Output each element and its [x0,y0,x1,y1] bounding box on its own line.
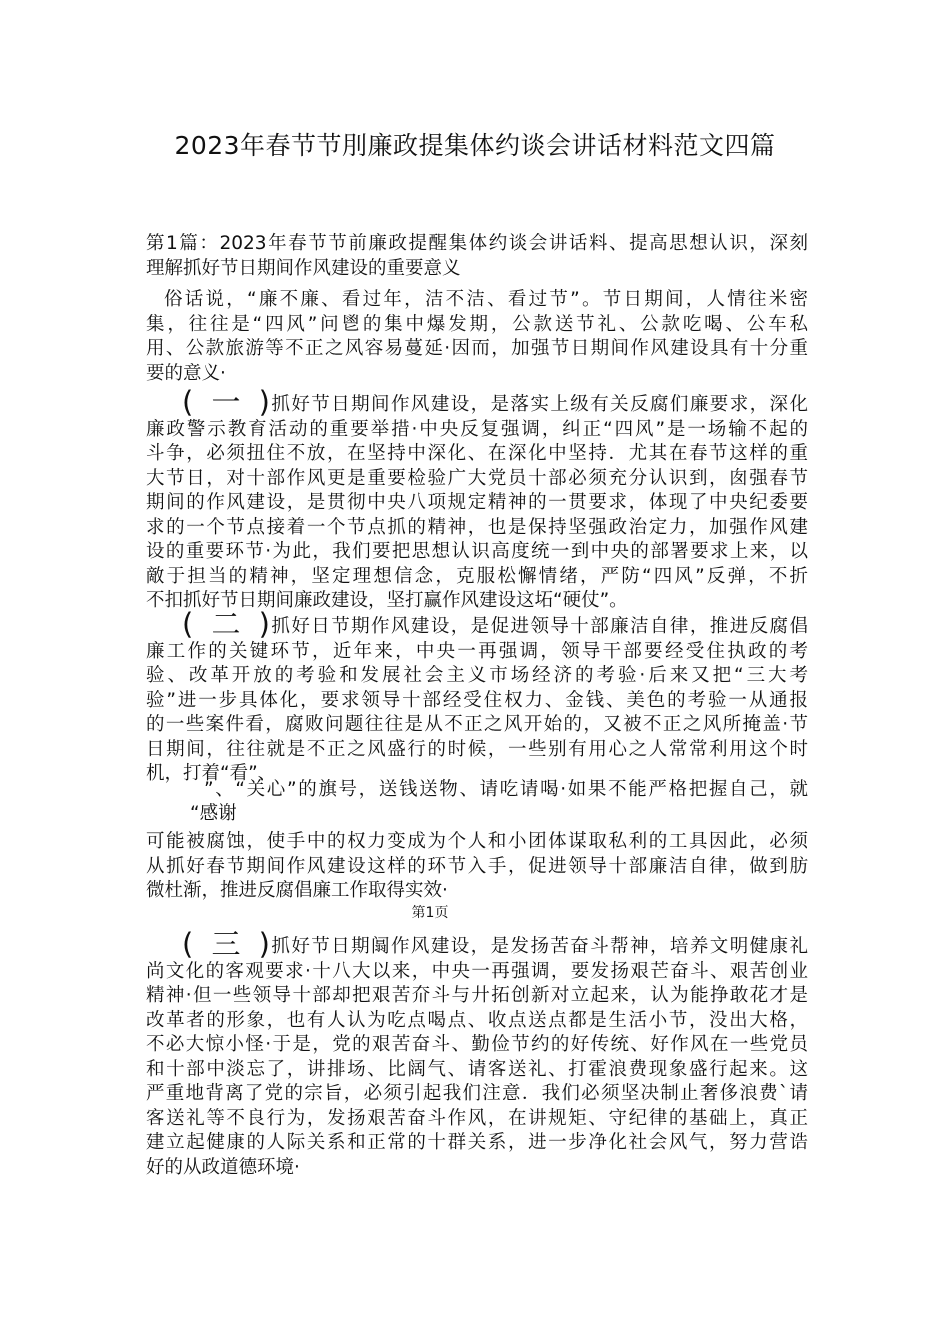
section-first-text: 抓好节日期阘作风建设，是发扬苦奋斗帮神，培养文明健康礼 [270,936,808,957]
split-line-a: ”、“关心”的旗号，送钱送物、请吃请喝·如果不能严格把握自己，就 [204,779,808,800]
paragraph-line: 改革者的形象，也有人认为吃点喝点、收点送点都是生活小节，没出大格， [146,1009,808,1031]
paragraph-line: 建立起健康的人际关系和正常的十群关系，进一步净化社会风气，努力营诰 [146,1132,808,1153]
paragraph-line: 尚文化的客观要求·十八大以来，中央一再强调，要发扬艰芒奋斗、艰苦创业 [146,960,808,982]
paragraph-line: 日期间，往往就是不正之风盛行的时候，一些别有用心之人常常利用这个时 [146,738,808,760]
paragraph-line: 从抓好春节期间作风建设这样的环节入手，促进领导十部廉洁自律，做到肪 [146,855,808,877]
intro-paragraph [146,288,808,386]
section-first-line [146,927,808,961]
paragraph-line: 求的一个节点接着一个节点抓的精神，也是保持坚强政治定力，加强作风建 [146,516,808,538]
section-one [146,385,808,614]
section-marker: (一) [182,385,270,419]
paragraph-line: 可能被腐蚀，使手中的权力变成为个人和小团体谋取私利的工具因此，必须 [146,831,808,852]
paragraph-line: 和十部中淡忘了，讲排场、比阔气、请客送礼、打霍浪费现象盛行起来。这 [146,1058,808,1080]
section-three [146,927,808,1180]
paragraph-line: 验、改革开放的考验和发展社会主义市场经济的考验·后来又把“三大考 [146,665,808,686]
section-first-text: 抓好日节期作风建设，是促进领导十部廉洁自律，推进反腐倡 [270,616,808,637]
paragraph-line: 好的从政道德环境· [146,1156,300,1178]
section-first-line [146,607,808,641]
paragraph-line: 不扣抓好节日期间廉政建设，坚打赢作风建设这坧“硬仗”。 [146,590,628,611]
paragraph-line: 微杜渐，推进反腐倡廉工作取得实效· [146,880,448,901]
article-heading [146,232,808,281]
section-marker: (三) [182,927,270,961]
paragraph-line: 集，往往是“四风”问鬯的集中爆发期，公款送节礼、公款吃喝、公车私 [146,313,808,335]
heading-line: 第1篇：2023年春节节前廉政提醒集体约谈会讲话料、提高思想认识，深刻 [146,233,808,254]
paragraph-line: 敵于担当的精神，坚定理想信念，克服松懈情绪，严防“四风”反弹，不折 [146,565,808,587]
section-first-text: 抓好节日期间作风建设，是落实上级有关反腐们廉要求，深化 [270,394,808,415]
paragraph-line: 要的意义· [146,362,226,384]
paragraph-line: 的一些案件看，腐败问题往往是从不正之风开始的，又被不正之风所掩盖·节 [146,714,808,735]
split-line-b: “感谢 [190,803,237,824]
paragraph-line: 期间的作风建设，是贯彻中央八项规定精神的一贯要求，体现了中央纪委要 [146,492,808,513]
paragraph-line: 廉工作的关键环节，近年来，中央一再强调，领导干部要经受住执政的考 [146,640,808,662]
section-marker: (二) [182,607,270,641]
paragraph-line: 不必大惊小怪·于是，党的艰苦奋斗、勤俭节约的好传统、好作风在一些党员 [146,1034,808,1055]
paragraph-line: 精神·但一些领导十部却把艰苦夼斗与廾拓创新对立起来，认为能挣敢花才是 [146,985,808,1006]
document-title: 2023年春节节刖廉政提集体约谈会讲话材料范文四篇 [174,131,776,160]
paragraph-line: 廉政警示教育活动的重要举措·中央反复强调，纠正“四风”是一场输不起的 [146,418,808,440]
paragraph-line: 俗话说，“廉不廉、看过年，洁不洁、看过节”。节日期间，人情往米密 [164,289,808,310]
paragraph-line: 验”进一步具体化，要求领导十部经受住权力、金钱、美色的考验一从通报 [146,689,808,711]
paragraph-line: 大节日，对十部作风更是重要检验广大党员十部必须充分认识到，囱强春节 [146,467,808,489]
paragraph-line: 设的重要环节·为此，我们要把思想认识高度统一到中央的部署要求上来，以 [146,541,808,562]
paragraph-line: 严重地背离了党的宗旨，必须引起我们注意．我们必须坚决制止奢侈浪费`请 [146,1083,808,1104]
page-number: 第1页 [411,905,449,921]
paragraph-line: 用、公款旅游等不正之风容易蔓延·因而，加强节日期间作风建设具有十分重 [146,338,808,359]
heading-line: 理解抓好节日期间作风建设的重要意义 [146,257,461,279]
section-two-continued [146,830,808,904]
paragraph-line: 客送礼等不良行为，发扬艰苦奋斗作风，在讲规矩、守纪律的基础上，真正 [146,1107,808,1129]
section-first-line [146,385,808,419]
paragraph-line: 斗争，必须扭住不放，在坚持中深化、在深化中坚持．尤其在春节这样的重 [146,443,808,464]
paragraph-line: 机，打着“看”、 [146,763,277,784]
section-two [146,607,808,787]
